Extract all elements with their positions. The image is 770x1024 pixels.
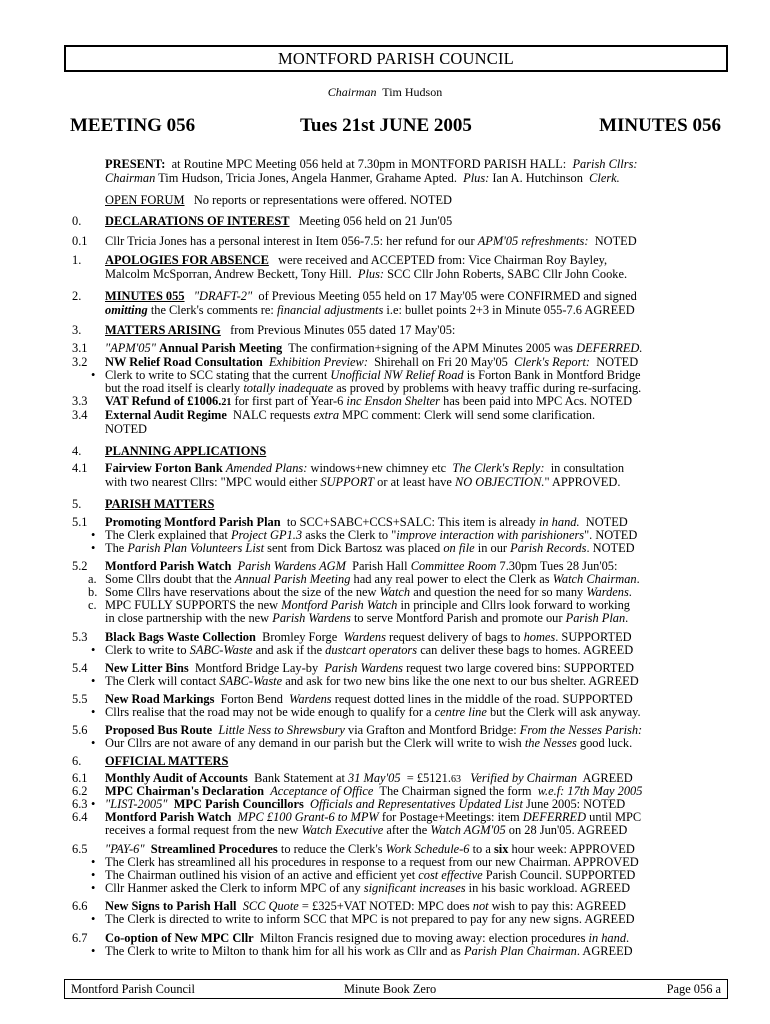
meeting-date: Tues 21st JUNE 2005	[300, 115, 472, 136]
page-footer	[64, 979, 728, 999]
footer-right: Page 056 a	[666, 982, 721, 996]
footer-left: Montford Parish Council	[71, 982, 195, 996]
chairman-line: Chairman Tim Hudson	[327, 85, 443, 99]
document-title: MONTFORD PARISH COUNCIL	[64, 45, 728, 72]
footer-center: Minute Book Zero	[344, 982, 437, 996]
meeting-number: MEETING 056	[70, 115, 196, 136]
minutes-number: MINUTES 056	[599, 115, 721, 136]
